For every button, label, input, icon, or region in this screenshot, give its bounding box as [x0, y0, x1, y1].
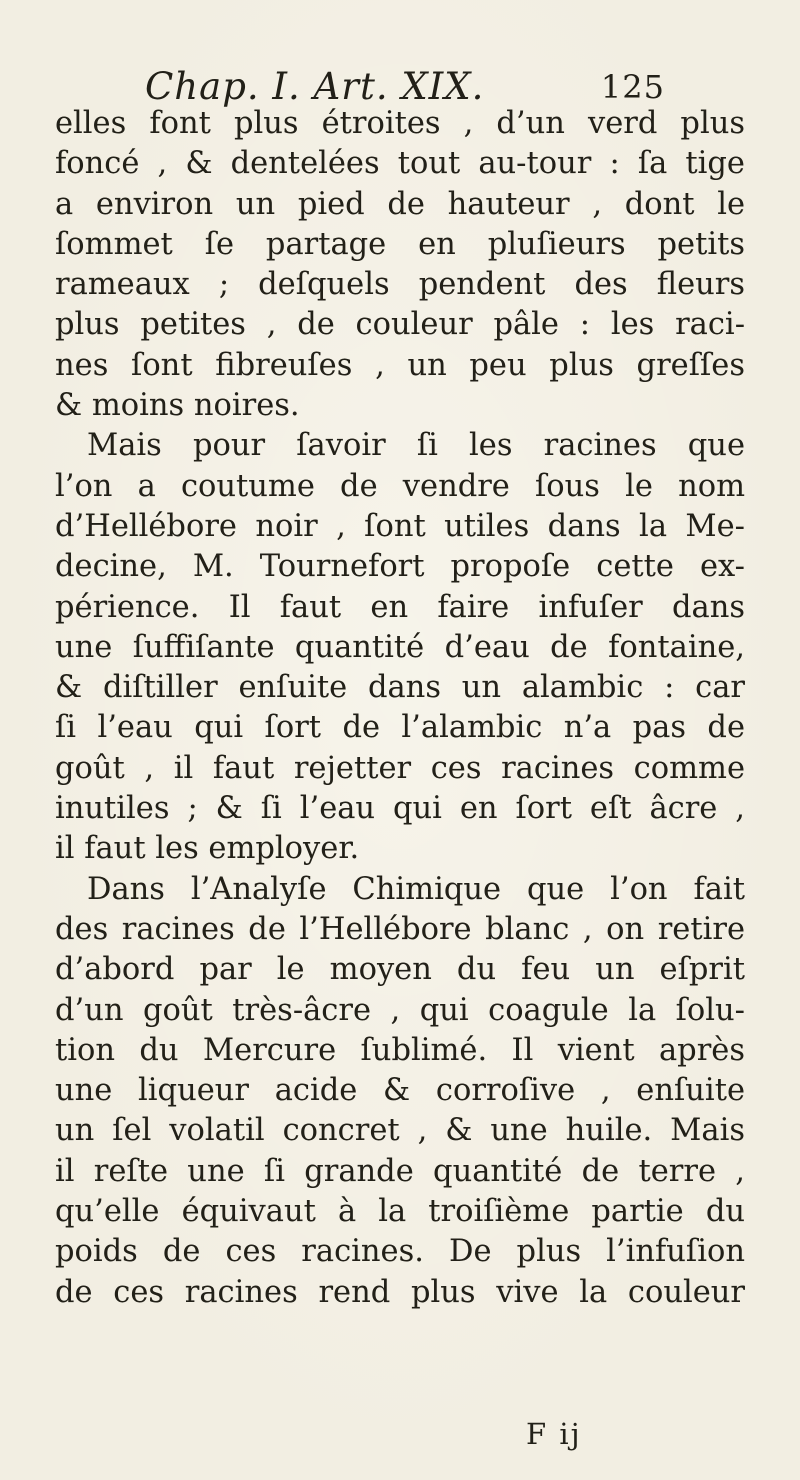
- text-line: ſi l’eau qui ſort de l’alambic n’a pas de: [55, 710, 745, 746]
- text-line: poids de ces racines. De plus l’infuſion: [55, 1234, 745, 1270]
- signature-mark: F ij: [526, 1417, 582, 1451]
- text-line: goût , il faut rejetter ces racines comme: [55, 750, 745, 786]
- text-line: a environ un pied de hauteur , dont le: [55, 186, 745, 222]
- text-line: nes ſont fibreuſes , un peu plus greſſes: [55, 347, 745, 383]
- text-line: inutiles ; & ſi l’eau qui en ſort eſt âcre ,: [55, 791, 745, 827]
- text-line: l’on a coutume de vendre ſous le nom: [55, 468, 745, 504]
- text-line: d’Hellébore noir , ſont utiles dans la Me-: [55, 508, 745, 544]
- body-text: [55, 104, 745, 1313]
- text-line: rameaux ; deſquels pendent des fleurs: [55, 267, 745, 303]
- text-line: Dans l’Analyſe Chimique que l’on fait: [87, 871, 745, 907]
- text-line: des racines de l’Hellébore blanc , on retire: [55, 911, 745, 947]
- text-line: d’abord par le moyen du feu un eſprit: [55, 952, 745, 988]
- text-line: périence. Il faut en faire infuſer dans: [55, 589, 745, 625]
- text-line: & moins noires.: [55, 388, 300, 424]
- text-line: qu’elle équivaut à la troiſième partie du: [55, 1194, 745, 1230]
- text-line: d’un goût très-âcre , qui coagule la ſolu-: [55, 992, 745, 1028]
- text-line: une liqueur acide & corroſive , enſuite: [55, 1073, 745, 1109]
- text-line: foncé , & dentelées tout au-tour : ſa tige: [55, 146, 745, 182]
- text-line: ſommet ſe partage en pluſieurs petits: [55, 226, 745, 262]
- text-line: il reſte une ſi grande quantité de terre ,: [55, 1153, 745, 1189]
- text-line: elles font plus étroites , d’un verd plus: [55, 106, 745, 141]
- text-line: tion du Mercure ſublimé. Il vient après: [55, 1032, 745, 1068]
- text-line: un ſel volatil concret , & une huile. Mais: [55, 1113, 745, 1149]
- running-title: Chap. I. Art. XIX.: [145, 65, 485, 108]
- text-line: de ces racines rend plus vive la couleur: [55, 1274, 745, 1310]
- text-line: il faut les employer.: [55, 831, 360, 867]
- page-number: 125: [600, 68, 665, 106]
- text-line: plus petites , de couleur pâle : les raci-: [55, 307, 745, 343]
- text-line: une ſuffiſante quantité d’eau de fontaine,: [55, 629, 745, 665]
- text-line: Mais pour ſavoir ſi les racines que: [87, 428, 745, 464]
- text-line: & diſtiller enſuite dans un alambic : car: [55, 670, 745, 706]
- text-line: decine, M. Tournefort propoſe cette ex-: [55, 549, 745, 585]
